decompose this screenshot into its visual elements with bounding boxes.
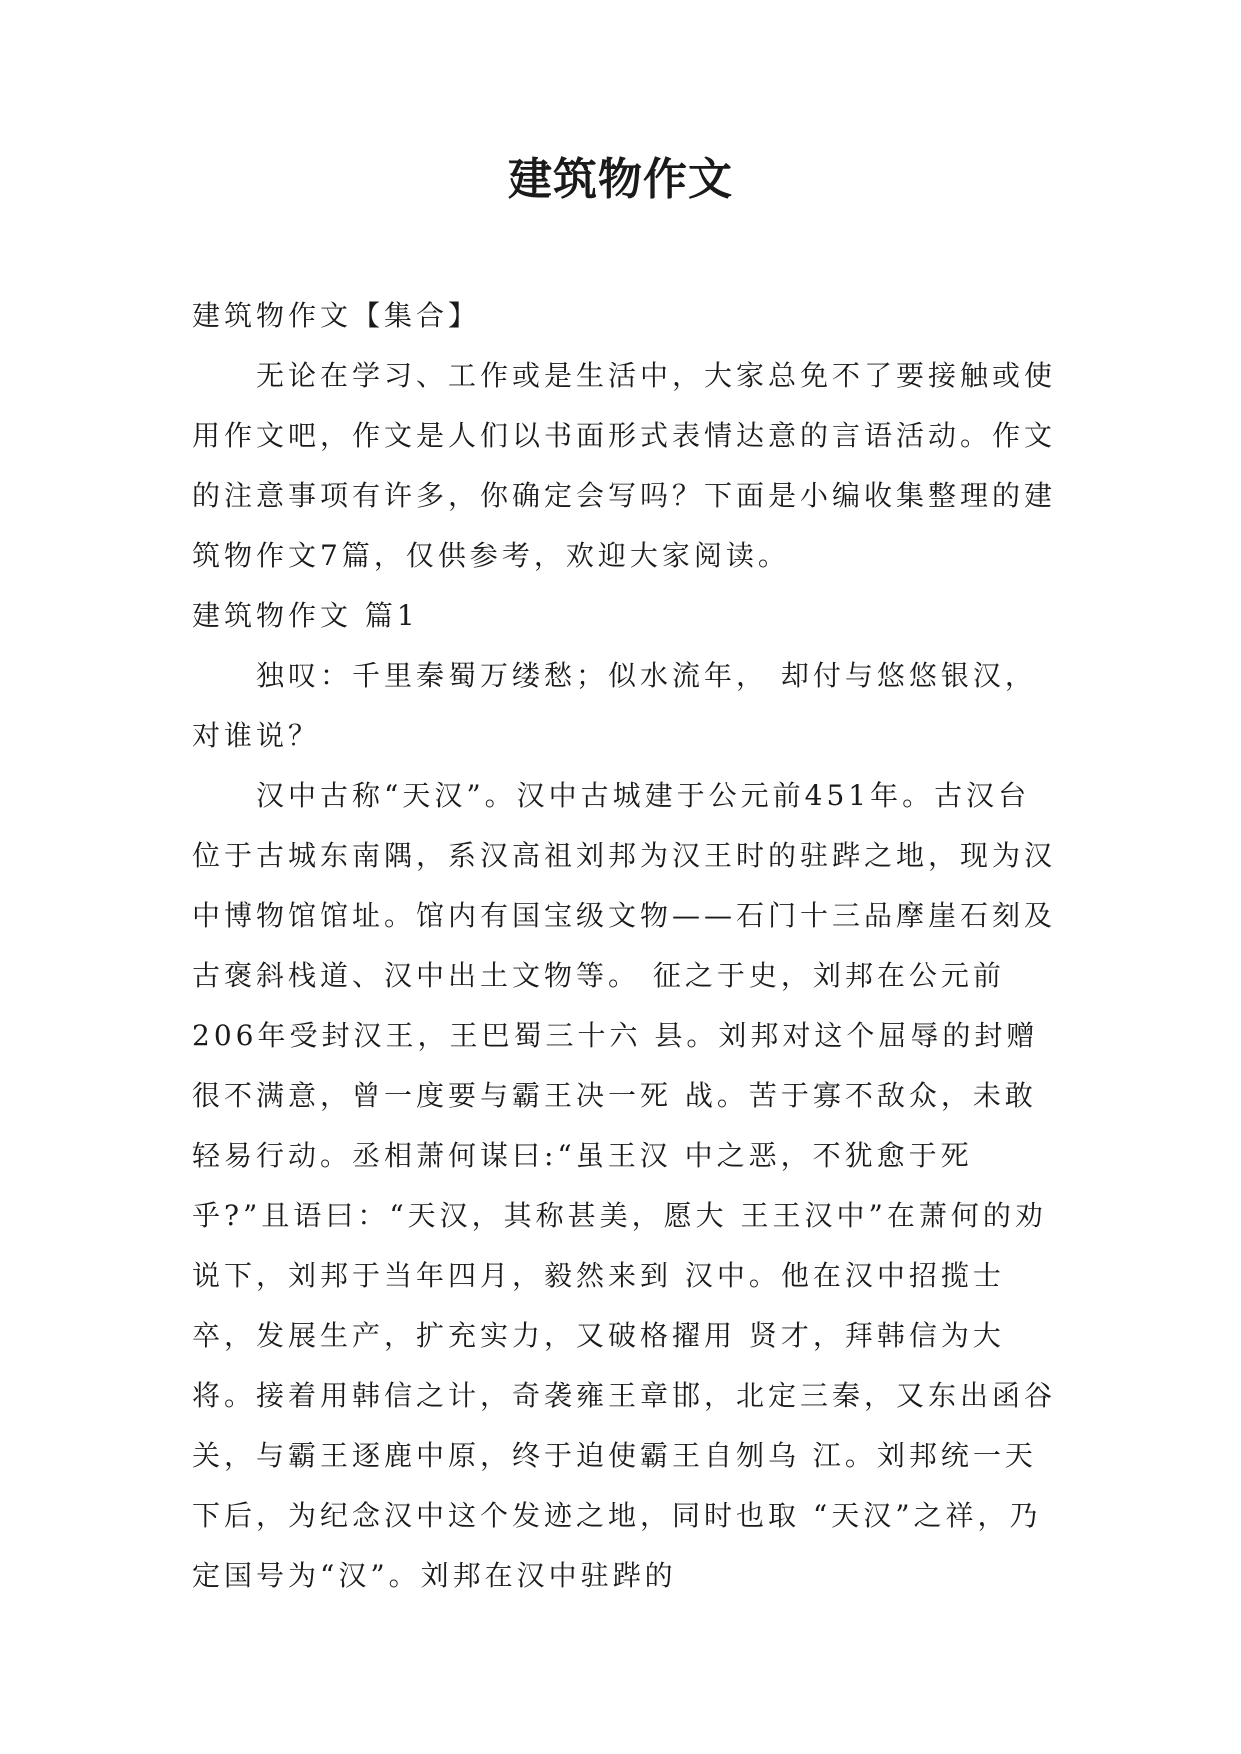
document-body — [192, 286, 1062, 1606]
document-subtitle: 建筑物作文【集合】 — [192, 299, 481, 332]
section-heading: 建筑物作文 篇1 — [192, 599, 419, 632]
document-title: 建筑物作文 — [508, 154, 733, 205]
paragraph-2: 汉中古称“天汉”。汉中古城建于公元前451年。古汉台 位于古城东南隅，系汉高祖刘邦为汉王时的驻跸之地，现为汉 中博物馆馆址。馆内有国宝级文物——石门十三品摩崖石刻及 古褒斜栈道、汉中出土文物等。 征之于史，刘邦在公元前206年受封汉王，王巴蜀三十六 县。刘邦对这个屈辱的封赠很不满意，曾一度要与霸王决一死 战。苦于寡不敌众，未敢轻易行动。丞相萧何谋曰:“虽王汉 中之恶，不犹愈于死乎?”且语曰：“天汉，其称甚美，愿大 王王汉中”在萧何的劝说下，刘邦于当年四月，毅然来到 汉中。他在汉中招揽士卒，发展生产，扩充实力，又破格擢用 贤才，拜韩信为大将。接着用韩信之计，奇袭雍王章邯，北定三秦，又东出函谷关，与霸王逐鹿中原，终于迫使霸王自刎乌 江。刘邦统一天下后，为纪念汉中这个发迹之地，同时也取 “天汉”之祥，乃定国号为“汉”。刘邦在汉中驻跸的 — [192, 779, 1057, 1592]
paragraph-1: 独叹：千里秦蜀万缕愁；似水流年， 却付与悠悠银汉，对谁说？ — [192, 659, 1037, 752]
intro-paragraph: 无论在学习、工作或是生活中，大家总免不了要接触或使用作文吧，作文是人们以书面形式表情达意的言语活动。作文的注意事项有许多，你确定会写吗？下面是小编收集整理的建筑物作文7篇，仅供参考，欢迎大家阅读。 — [192, 359, 1057, 572]
